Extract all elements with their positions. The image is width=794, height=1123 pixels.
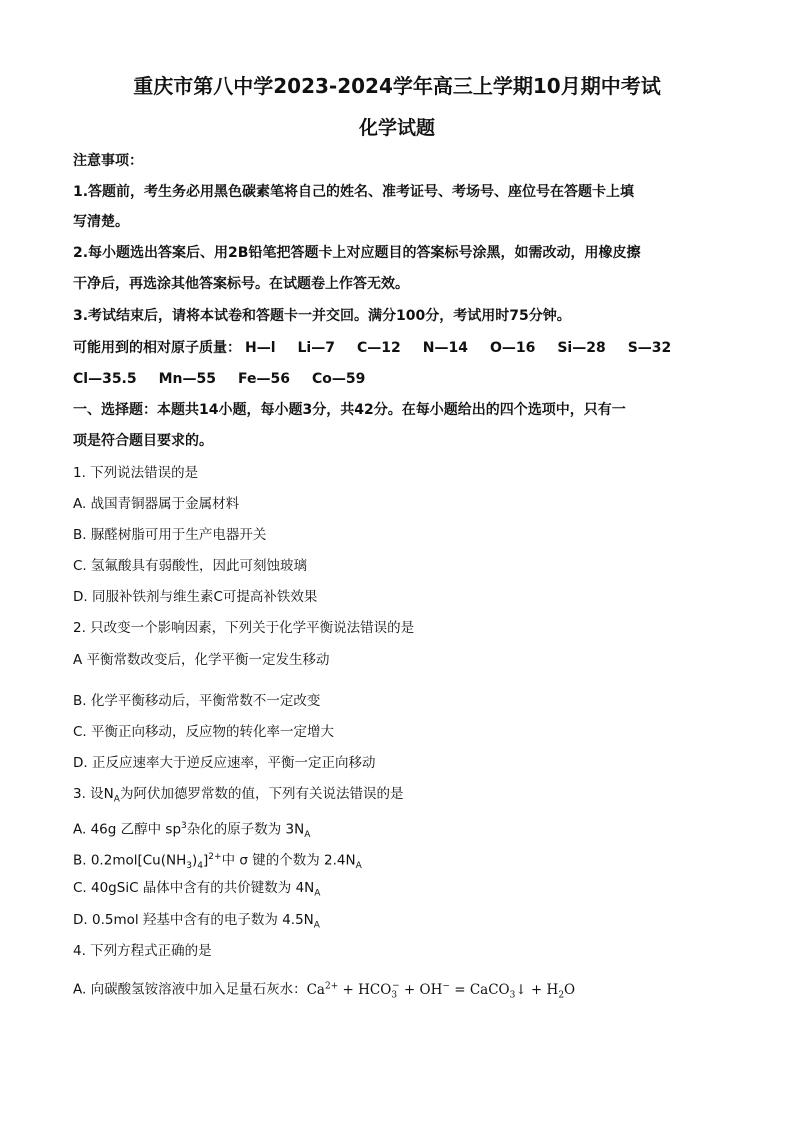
mass-cl: Cl—35.5 <box>73 371 137 387</box>
mass-h: H—l <box>245 340 276 356</box>
mass-mn: Mn—55 <box>158 371 217 387</box>
q3-option-c <box>73 879 723 903</box>
q3-b-sup: 2+ <box>208 852 222 862</box>
notice-item-1a: 1.答题前，考生务必用黑色碳素笔将自己的姓名、准考证号、考场号、座位号在答题卡上填 <box>73 184 635 200</box>
q3-stem-prefix: 3. 设N <box>73 786 114 802</box>
q3-option-a <box>73 817 723 844</box>
mass-fe: Fe—56 <box>238 371 290 387</box>
mass-n: N—14 <box>422 340 468 356</box>
q3-stem <box>73 785 723 809</box>
eq-o: O <box>564 981 576 998</box>
q3-b-sub1: 3 <box>186 861 192 872</box>
q4-a-text: A. 向碳酸氢铵溶液中加入足量石灰水： <box>73 981 307 998</box>
precipitate-arrow-icon: ↓ <box>515 981 527 998</box>
eq-caco: = CaCO <box>449 981 510 998</box>
q1-stem: 1. 下列说法错误的是 <box>73 465 199 481</box>
q3-stem-sub: A <box>113 794 120 805</box>
notice-item-3: 3.考试结束后，请将本试卷和答题卡一并交回。满分100分，考试用时75分钟。 <box>73 308 571 324</box>
q1-option-d: D. 同服补铁剂与维生素C可提高补铁效果 <box>73 589 318 605</box>
eq-hco-sub: 3 <box>391 990 398 1001</box>
q3-stem-suffix: 为阿伏加德罗常数的值，下列有关说法错误的是 <box>119 786 404 802</box>
q1-option-a: A. 战国青铜器属于金属材料 <box>73 496 240 512</box>
eq-caco-sub: 3 <box>509 990 516 1001</box>
notice-heading: 注意事项： <box>73 153 143 169</box>
mass-s: S—32 <box>627 340 672 356</box>
q4-a-equation <box>306 981 576 1001</box>
q3-b-sub3: A <box>355 861 362 872</box>
q1-option-b: B. 脲醛树脂可用于生产电器开关 <box>73 527 267 543</box>
q1-option-c: C. 氢氟酸具有弱酸性，因此可刻蚀玻璃 <box>73 558 308 574</box>
q3-a-prefix: A. 46g 乙醇中 sp <box>73 821 182 838</box>
q3-a-sub: A <box>304 830 311 841</box>
q3-option-d <box>73 911 723 935</box>
eq-oh-sup: − <box>442 981 450 991</box>
q4-stem: 4. 下列方程式正确的是 <box>73 943 212 959</box>
q2-option-a: A 平衡常数改变后，化学平衡一定发生移动 <box>73 652 330 668</box>
q3-b-prefix: B. 0.2mol[Cu(NH <box>73 852 187 869</box>
q3-c-sub: A <box>314 888 321 899</box>
atomic-masses-label: 可能用到的相对原子质量： <box>73 340 241 356</box>
q3-d-sub: A <box>313 920 320 931</box>
mass-c: C—12 <box>356 340 401 356</box>
q3-b-sub2: 4 <box>197 861 203 872</box>
q3-b-mid1: ) <box>191 852 198 869</box>
eq-hco-sup: − <box>392 981 400 991</box>
atomic-masses-row-2 <box>73 370 723 388</box>
section-1-heading-b: 项是符合题目要求的。 <box>73 433 213 449</box>
q3-a-sup: 3 <box>181 821 187 831</box>
q3-option-b <box>73 848 723 875</box>
eq-hco: + HCO <box>338 981 392 998</box>
eq-h-sub: 2 <box>558 990 565 1001</box>
q4-option-a <box>73 977 723 1004</box>
eq-oh: + OH <box>399 981 443 998</box>
atomic-masses-row-1 <box>73 339 723 357</box>
notice-item-1b: 写清楚。 <box>73 214 129 230</box>
mass-li: Li—7 <box>297 340 335 356</box>
q2-stem: 2. 只改变一个影响因素，下列关于化学平衡说法错误的是 <box>73 620 415 636</box>
q2-option-b: B. 化学平衡移动后，平衡常数不一定改变 <box>73 693 321 709</box>
q3-b-mid2: ] <box>203 852 209 869</box>
mass-co: Co—59 <box>312 371 366 387</box>
exam-subtitle: 化学试题 <box>358 117 435 139</box>
q3-b-mid3: 中 σ 键的个数为 2.4N <box>221 852 356 869</box>
q2-option-c: C. 平衡正向移动，反应物的转化率一定增大 <box>73 724 335 740</box>
q3-d-prefix: D. 0.5mol 羟基中含有的电子数为 4.5N <box>73 912 314 928</box>
q3-a-mid: 杂化的原子数为 3N <box>186 821 305 838</box>
mass-o: O—16 <box>489 340 536 356</box>
mass-si: Si—28 <box>557 340 606 356</box>
q3-c-prefix: C. 40gSiC 晶体中含有的共价键数为 4N <box>73 880 315 896</box>
notice-item-2b: 干净后，再选涂其他答案标号。在试题卷上作答无效。 <box>73 276 409 292</box>
exam-title: 重庆市第八中学2023-2024学年高三上学期10月期中考试 <box>133 74 661 98</box>
eq-ca: Ca <box>306 981 325 998</box>
q2-option-d: D. 正反应速率大于逆反应速率，平衡一定正向移动 <box>73 755 376 771</box>
section-1-heading-a: 一、选择题：本题共14小题，每小题3分，共42分。在每小题给出的四个选项中，只有一 <box>73 402 626 418</box>
notice-item-2a: 2.每小题选出答案后、用2B铅笔把答题卡上对应题目的答案标号涂黑，如需改动，用橡皮擦 <box>73 245 641 261</box>
eq-ca-sup: 2+ <box>324 981 339 991</box>
eq-h: + H <box>526 981 559 998</box>
